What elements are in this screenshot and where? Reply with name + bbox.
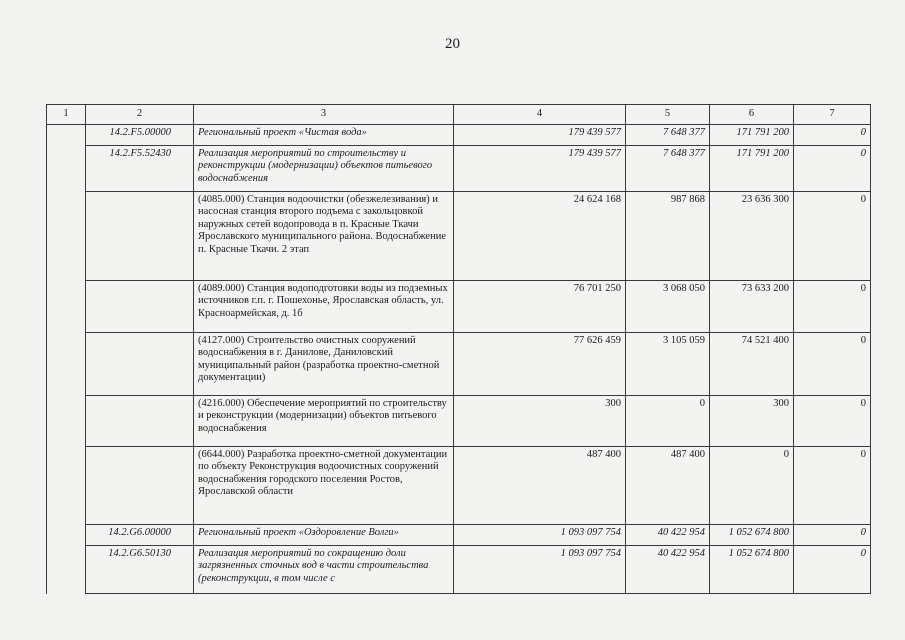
value-cell: 40 422 954 — [626, 525, 710, 546]
name-cell: (6644.000) Разработка проектно-сметной документации по объекту Реконструкция водоочистных сооружений водоснабжения городского поселения Ростов, Ярославской области — [194, 447, 454, 525]
header-row — [47, 105, 871, 125]
empty-cell — [47, 125, 86, 594]
code-cell: 14.2.G6.50130 — [86, 546, 194, 594]
value-cell: 1 052 674 800 — [710, 525, 794, 546]
value-cell: 179 439 577 — [454, 146, 626, 192]
value-cell: 487 400 — [626, 447, 710, 525]
value-cell: 0 — [794, 333, 871, 396]
value-cell: 0 — [794, 396, 871, 447]
code-cell — [86, 333, 194, 396]
value-cell: 0 — [794, 125, 871, 146]
value-cell: 0 — [794, 192, 871, 281]
value-cell: 0 — [794, 546, 871, 594]
value-cell: 171 791 200 — [710, 146, 794, 192]
value-cell: 1 093 097 754 — [454, 546, 626, 594]
value-cell: 0 — [794, 447, 871, 525]
column-header: 7 — [794, 105, 871, 125]
table-header — [47, 105, 871, 125]
table-body — [47, 125, 871, 594]
value-cell: 76 701 250 — [454, 281, 626, 333]
value-cell: 24 624 168 — [454, 192, 626, 281]
budget-table — [46, 104, 871, 594]
value-cell: 23 636 300 — [710, 192, 794, 281]
name-cell: Региональный проект «Чистая вода» — [194, 125, 454, 146]
column-header: 3 — [194, 105, 454, 125]
name-cell: Региональный проект «Оздоровление Волги» — [194, 525, 454, 546]
column-header: 1 — [47, 105, 86, 125]
value-cell: 0 — [794, 146, 871, 192]
value-cell: 7 648 377 — [626, 146, 710, 192]
column-header: 6 — [710, 105, 794, 125]
code-cell — [86, 447, 194, 525]
value-cell: 300 — [710, 396, 794, 447]
value-cell: 0 — [626, 396, 710, 447]
table-row — [47, 546, 871, 594]
value-cell: 3 068 050 — [626, 281, 710, 333]
value-cell: 179 439 577 — [454, 125, 626, 146]
name-cell: Реализация мероприятий по строительству и реконструкции (модернизации) объектов питьевого водоснабжения — [194, 146, 454, 192]
code-cell: 14.2.F5.00000 — [86, 125, 194, 146]
value-cell: 300 — [454, 396, 626, 447]
column-header: 4 — [454, 105, 626, 125]
code-cell: 14.2.F5.52430 — [86, 146, 194, 192]
value-cell: 987 868 — [626, 192, 710, 281]
name-cell: (4127.000) Строительство очистных сооружений водоснабжения в г. Данилове, Даниловский муниципальный район (разработка проектно-сметной документации) — [194, 333, 454, 396]
value-cell: 1 052 674 800 — [710, 546, 794, 594]
value-cell: 77 626 459 — [454, 333, 626, 396]
table-row — [47, 525, 871, 546]
code-cell — [86, 192, 194, 281]
code-cell: 14.2.G6.00000 — [86, 525, 194, 546]
table-row — [47, 192, 871, 281]
value-cell: 73 633 200 — [710, 281, 794, 333]
name-cell: Реализация мероприятий по сокращению доли загрязненных сточных вод в части строительства (реконструкции, в том числе с — [194, 546, 454, 594]
value-cell: 74 521 400 — [710, 333, 794, 396]
column-header: 2 — [86, 105, 194, 125]
table-row — [47, 447, 871, 525]
value-cell: 3 105 059 — [626, 333, 710, 396]
value-cell: 171 791 200 — [710, 125, 794, 146]
value-cell: 487 400 — [454, 447, 626, 525]
code-cell — [86, 281, 194, 333]
table-row — [47, 146, 871, 192]
table-row — [47, 396, 871, 447]
value-cell: 7 648 377 — [626, 125, 710, 146]
value-cell: 0 — [794, 281, 871, 333]
value-cell: 1 093 097 754 — [454, 525, 626, 546]
value-cell: 0 — [794, 525, 871, 546]
value-cell: 40 422 954 — [626, 546, 710, 594]
name-cell: (4089.000) Станция водоподготовки воды из подземных источников г.п. г. Пошехонье, Ярославская область, ул. Красноармейская, д. 1б — [194, 281, 454, 333]
column-header: 5 — [626, 105, 710, 125]
code-cell — [86, 396, 194, 447]
name-cell: (4085.000) Станция водоочистки (обезжелезивания) и насосная станция второго подъема с закольцовкой наружных сетей водопровода в п. Красные Ткачи Ярославского муниципального района. Водоснабжение п. Красные Ткачи. 2 этап — [194, 192, 454, 281]
table-row — [47, 333, 871, 396]
table-row — [47, 281, 871, 333]
value-cell: 0 — [710, 447, 794, 525]
name-cell: (4216.000) Обеспечение мероприятий по строительству и реконструкции (модернизации) объектов питьевого водоснабжения — [194, 396, 454, 447]
table-row — [47, 125, 871, 146]
page-number: 20 — [445, 36, 460, 52]
